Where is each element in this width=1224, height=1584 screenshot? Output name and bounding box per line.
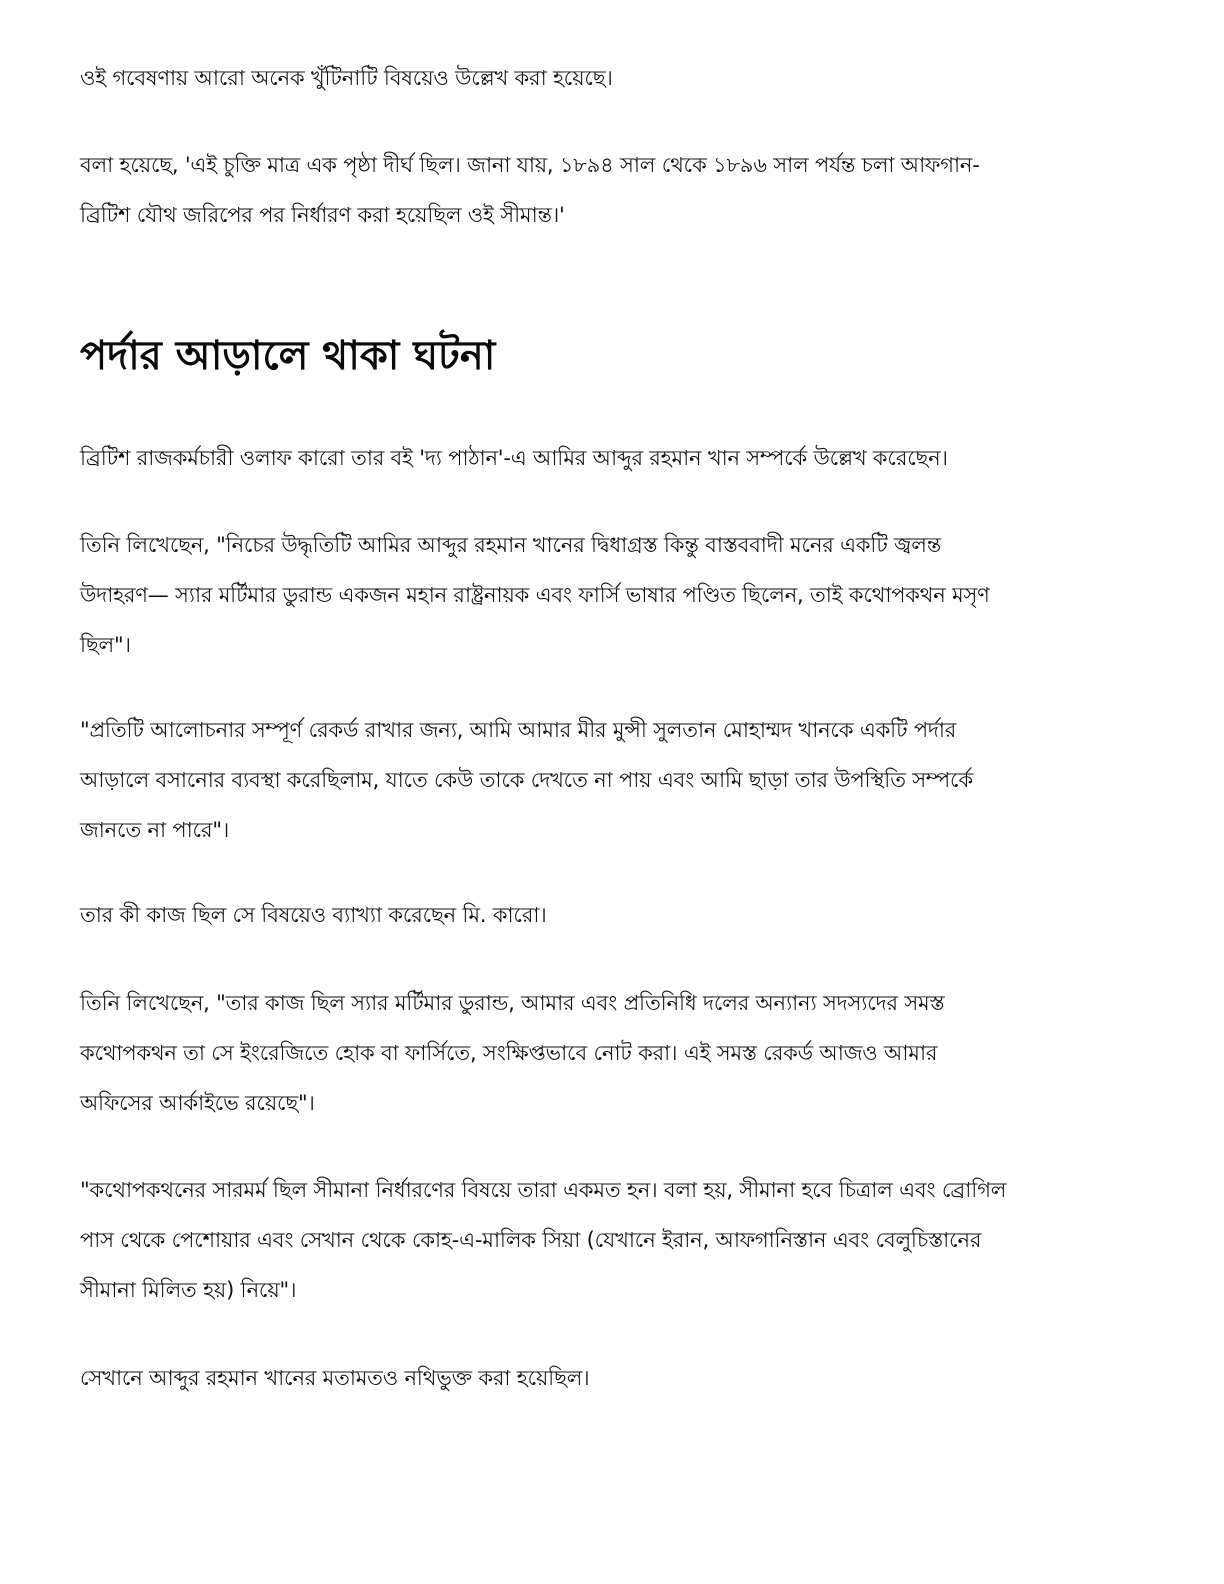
- text-line: সীমানা মিলিত হয়) নিয়ে"।: [80, 1278, 297, 1302]
- paragraph-quote-record-keeping: [80, 705, 973, 855]
- paragraph-caroe-explains: [80, 890, 547, 940]
- text-line: ব্রিটিশ রাজকর্মচারী ওলাফ কারো তার বই 'দ্য পাঠান'-এ আমির আব্দুর রহমান খান সম্পর্কে উল্লেখ করেছেন।: [80, 446, 948, 470]
- text-line: সেখানে আব্দুর রহমান খানের মতামতও নথিভুক্ত করা হয়েছিল।: [80, 1366, 590, 1390]
- paragraph-research-details: [80, 53, 613, 103]
- text-line: জানতে না পারে"।: [80, 818, 230, 842]
- text-line: আড়ালে বসানোর ব্যবস্থা করেছিলাম, যাতে কেউ তাকে দেখতে না পায় এবং আমি ছাড়া তার উপস্থিতি সম্পর্কে: [80, 768, 973, 792]
- text-line: কথোপকথন তা সে ইংরেজিতে হোক বা ফার্সিতে, সংক্ষিপ্তভাবে নোট করা। এই সমস্ত রেকর্ড আজও আমার: [80, 1041, 938, 1065]
- text-line: উদাহরণ— স্যার মর্টিমার ডুরান্ড একজন মহান রাষ্ট্রনায়ক এবং ফার্সি ভাষার পণ্ডিত ছিলেন, তাই কথোপকথন মসৃণ: [80, 583, 990, 607]
- text-line: বলা হয়েছে, 'এই চুক্তি মাত্র এক পৃষ্ঠা দীর্ঘ ছিল। জানা যায়, ১৮৯৪ সাল থেকে ১৮৯৬ সাল পর্যন্ত চলা আফগান-: [80, 153, 980, 177]
- text-line: অফিসের আর্কাইভে রয়েছে"।: [80, 1091, 315, 1115]
- text-line: ওই গবেষণায় আরো অনেক খুঁটিনাটি বিষয়েও উল্লেখ করা হয়েছে।: [80, 66, 613, 90]
- paragraph-treaty-length: [80, 140, 980, 240]
- paragraph-opinions-recorded: [80, 1353, 589, 1403]
- text-line: তিনি লিখেছেন, "নিচের উদ্ধৃতিটি আমির আব্দুর রহমান খানের দ্বিধাগ্রস্ত কিন্তু বাস্তববাদী মনের একটি জ্বলন্ত: [80, 533, 942, 557]
- text-line: তার কী কাজ ছিল সে বিষয়েও ব্যাখ্যা করেছেন মি. কারো।: [80, 903, 547, 927]
- section-heading: পর্দার আড়ালে থাকা ঘটনা: [80, 333, 496, 379]
- text-line: ছিল"।: [80, 633, 131, 657]
- text-line: ব্রিটিশ যৌথ জরিপের পর নির্ধারণ করা হয়েছিল ওই সীমান্ত।': [80, 203, 565, 227]
- paragraph-quote-note-taking: [80, 978, 944, 1128]
- text-line: পাস থেকে পেশোয়ার এবং সেখান থেকে কোহ-এ-মালিক সিয়া (যেখানে ইরান, আফগানিস্তান এবং বেলুচিস্তানের: [80, 1228, 982, 1252]
- text-line: "প্রতিটি আলোচনার সম্পূর্ণ রেকর্ড রাখার জন্য, আমি আমার মীর মুন্সী সুলতান মোহাম্মদ খানকে একটি পর্দার: [80, 718, 957, 742]
- paragraph-quote-durand: [80, 520, 990, 670]
- paragraph-quote-boundary-summary: [80, 1165, 1006, 1315]
- text-line: তিনি লিখেছেন, "তার কাজ ছিল স্যার মর্টিমার ডুরান্ড, আমার এবং প্রতিনিধি দলের অন্যান্য সদস্যদের সমস্ত: [80, 991, 945, 1015]
- paragraph-olaf-caroe-book: [80, 433, 948, 483]
- text-line: "কথোপকথনের সারমর্ম ছিল সীমানা নির্ধারণের বিষয়ে তারা একমত হন। বলা হয়, সীমানা হবে চিত্রাল এবং ব্রোগিল: [80, 1178, 1007, 1202]
